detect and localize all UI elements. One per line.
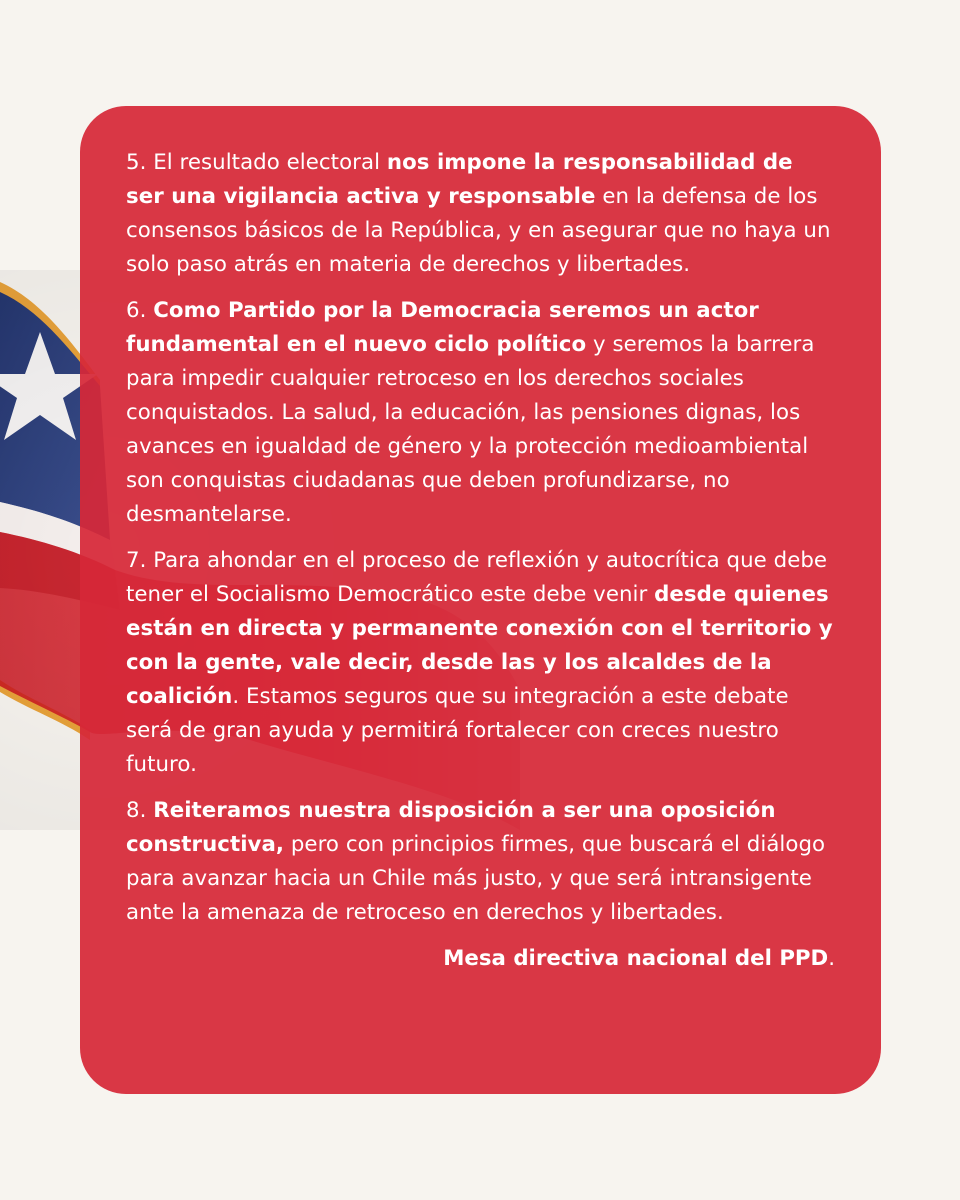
paragraph-7 [126, 544, 835, 782]
paragraph-5-bold: nos impone la responsabilidad de ser una vigilancia activa y responsable [126, 150, 793, 209]
paragraph-8-bold: Reiteramos nuestra disposición a ser una oposición constructiva, [126, 798, 776, 857]
paragraph-5-text: 5. El resultado electoral [126, 150, 387, 175]
paragraph-5-text-end: en la defensa de los consensos básicos de la República, y en asegurar que no haya un solo paso atrás en materia de derechos y libertades. [126, 184, 831, 277]
signature [126, 942, 835, 976]
paragraph-7-bold: desde quienes están en directa y permanente conexión con el territorio y con la gente, vale decir, desde las y los alcaldes de la coalición [126, 582, 833, 709]
paragraph-8-text: pero con principios firmes, que buscará el diálogo para avanzar hacia un Chile más justo, y que será intransigente ante la amenaza de retroceso en derechos y libertades. [126, 832, 826, 925]
statement-card [80, 106, 881, 1094]
paragraph-6 [126, 294, 835, 532]
paragraph-6-bold: Como Partido por la Democracia seremos un actor fundamental en el nuevo ciclo político [126, 298, 759, 357]
paragraph-5 [126, 146, 835, 282]
paragraph-7-text: 7. Para ahondar en el proceso de reflexión y autocrítica que debe tener el Socialismo Democrático este debe venir [126, 548, 828, 607]
paragraph-8 [126, 794, 835, 930]
signature-period: . [828, 946, 835, 971]
paragraph-6-number: 6. [126, 298, 154, 323]
paragraph-6-text: y seremos la barrera para impedir cualquier retroceso en los derechos sociales conquistados. La salud, la educación, las pensiones dignas, los avances en igualdad de género y la protección medioambiental son conquistas ciudadanas que deben profundizarse, no desmantelarse. [126, 332, 815, 527]
paragraph-8-number: 8. [126, 798, 154, 823]
paragraph-7-text-end: . Estamos seguros que su integración a este debate será de gran ayuda y permitirá fortalecer con creces nuestro futuro. [126, 684, 789, 777]
signature-text: Mesa directiva nacional del PPD [443, 946, 829, 971]
